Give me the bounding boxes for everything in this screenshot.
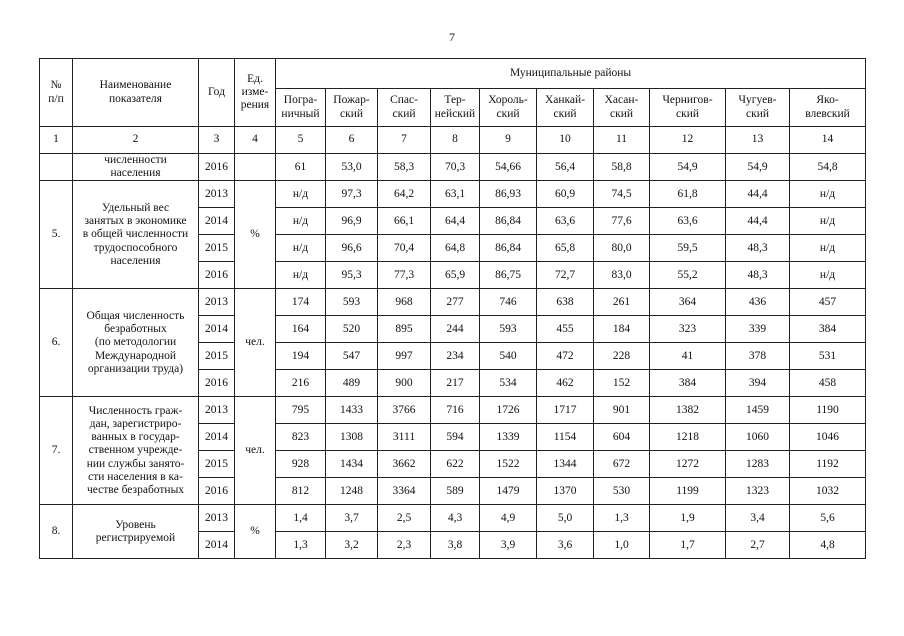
unit-cell: чел. (235, 289, 276, 397)
header-indicator-name: Наименование показателя (73, 59, 199, 127)
value-cell: 83,0 (594, 262, 650, 289)
value-cell: н/д (276, 235, 326, 262)
value-cell: 1382 (650, 397, 726, 424)
header-municipal-districts: Муниципальные районы (276, 59, 866, 89)
indicator-name: Удельный вес занятых в экономике в общей численности трудоспособного населения (73, 181, 199, 289)
value-cell: 59,5 (650, 235, 726, 262)
value-cell: 86,75 (480, 262, 537, 289)
value-cell: 1459 (726, 397, 790, 424)
header-unit: Ед. изме- рения (235, 59, 276, 127)
value-cell: 4,9 (480, 505, 537, 532)
indicator-name: Уровень регистрируемой (73, 505, 199, 559)
value-cell: 2,5 (378, 505, 431, 532)
value-cell: 44,4 (726, 181, 790, 208)
value-cell: 622 (431, 451, 480, 478)
value-cell: 164 (276, 316, 326, 343)
value-cell: 530 (594, 478, 650, 505)
value-cell: 77,6 (594, 208, 650, 235)
value-cell: 1046 (790, 424, 866, 451)
value-cell: 3,8 (431, 532, 480, 559)
value-cell: 3,7 (326, 505, 378, 532)
unit-cell: чел. (235, 397, 276, 505)
value-cell: 53,0 (326, 154, 378, 181)
value-cell: 1370 (537, 478, 594, 505)
value-cell: 64,4 (431, 208, 480, 235)
column-number: 5 (276, 127, 326, 154)
page-number: 7 (449, 30, 455, 44)
value-cell: 70,4 (378, 235, 431, 262)
value-cell: 1,3 (594, 505, 650, 532)
value-cell: 54,8 (790, 154, 866, 181)
table-row (40, 505, 866, 532)
value-cell: 74,5 (594, 181, 650, 208)
value-cell: 1344 (537, 451, 594, 478)
district-header: Хасан- ский (594, 89, 650, 127)
value-cell: 66,1 (378, 208, 431, 235)
indicator-number: 7. (40, 397, 73, 505)
value-cell: н/д (790, 181, 866, 208)
value-cell: 58,3 (378, 154, 431, 181)
value-cell: 323 (650, 316, 726, 343)
column-number: 12 (650, 127, 726, 154)
value-cell: 277 (431, 289, 480, 316)
year-cell: 2013 (199, 397, 235, 424)
year-cell: 2014 (199, 208, 235, 235)
value-cell: 534 (480, 370, 537, 397)
year-cell: 2013 (199, 289, 235, 316)
year-cell: 2014 (199, 424, 235, 451)
value-cell: 1283 (726, 451, 790, 478)
unit-cell (235, 154, 276, 181)
value-cell: 217 (431, 370, 480, 397)
value-cell: 1,0 (594, 532, 650, 559)
value-cell: 1060 (726, 424, 790, 451)
year-cell: 2016 (199, 262, 235, 289)
value-cell: 72,7 (537, 262, 594, 289)
value-cell: 394 (726, 370, 790, 397)
value-cell: 228 (594, 343, 650, 370)
year-cell: 2016 (199, 370, 235, 397)
value-cell: 455 (537, 316, 594, 343)
value-cell: 55,2 (650, 262, 726, 289)
column-number: 7 (378, 127, 431, 154)
value-cell: 2,3 (378, 532, 431, 559)
column-number: 6 (326, 127, 378, 154)
value-cell: 48,3 (726, 235, 790, 262)
value-cell: 5,0 (537, 505, 594, 532)
table-row (40, 181, 866, 208)
value-cell: 3662 (378, 451, 431, 478)
value-cell: 746 (480, 289, 537, 316)
value-cell: 96,9 (326, 208, 378, 235)
value-cell: 56,4 (537, 154, 594, 181)
value-cell: 672 (594, 451, 650, 478)
district-header: Спас- ский (378, 89, 431, 127)
value-cell: 589 (431, 478, 480, 505)
table-header (40, 59, 866, 154)
year-cell: 2014 (199, 532, 235, 559)
value-cell: 1308 (326, 424, 378, 451)
value-cell: 1192 (790, 451, 866, 478)
table-row (40, 397, 866, 424)
value-cell: 1522 (480, 451, 537, 478)
value-cell: 593 (326, 289, 378, 316)
value-cell: 54,66 (480, 154, 537, 181)
district-header: Погра- ничный (276, 89, 326, 127)
value-cell: 2,7 (726, 532, 790, 559)
value-cell: 384 (650, 370, 726, 397)
value-cell: 1154 (537, 424, 594, 451)
header-year: Год (199, 59, 235, 127)
table-row (40, 154, 866, 181)
value-cell: 1726 (480, 397, 537, 424)
value-cell: 895 (378, 316, 431, 343)
value-cell: 823 (276, 424, 326, 451)
value-cell: 378 (726, 343, 790, 370)
value-cell: 63,6 (537, 208, 594, 235)
year-cell: 2016 (199, 478, 235, 505)
value-cell: 928 (276, 451, 326, 478)
value-cell: н/д (276, 262, 326, 289)
value-cell: 152 (594, 370, 650, 397)
value-cell: 540 (480, 343, 537, 370)
table-body (40, 154, 866, 559)
value-cell: 795 (276, 397, 326, 424)
value-cell: 86,84 (480, 235, 537, 262)
district-header: Чернигов- ский (650, 89, 726, 127)
value-cell: 54,9 (650, 154, 726, 181)
column-number: 3 (199, 127, 235, 154)
value-cell: 3,9 (480, 532, 537, 559)
value-cell: 216 (276, 370, 326, 397)
value-cell: 70,3 (431, 154, 480, 181)
column-number: 4 (235, 127, 276, 154)
column-number: 9 (480, 127, 537, 154)
value-cell: 63,1 (431, 181, 480, 208)
value-cell: 3111 (378, 424, 431, 451)
value-cell: н/д (790, 208, 866, 235)
value-cell: 594 (431, 424, 480, 451)
unit-cell: % (235, 181, 276, 289)
value-cell: 63,6 (650, 208, 726, 235)
indicator-name: Численность граж- дан, зарегистриро- ванных в государ- ственном учрежде- нии службы занято- сти населения в ка- честве безработных (73, 397, 199, 505)
value-cell: 997 (378, 343, 431, 370)
value-cell: 5,6 (790, 505, 866, 532)
unit-cell: % (235, 505, 276, 559)
value-cell: 716 (431, 397, 480, 424)
value-cell: 1032 (790, 478, 866, 505)
value-cell: 593 (480, 316, 537, 343)
value-cell: 1,4 (276, 505, 326, 532)
value-cell: 86,93 (480, 181, 537, 208)
value-cell: 64,2 (378, 181, 431, 208)
value-cell: н/д (790, 262, 866, 289)
value-cell: 547 (326, 343, 378, 370)
value-cell: 3,2 (326, 532, 378, 559)
value-cell: 457 (790, 289, 866, 316)
value-cell: 901 (594, 397, 650, 424)
indicator-name: Общая численность безработных (по методологии Международной организации труда) (73, 289, 199, 397)
value-cell: 3,4 (726, 505, 790, 532)
value-cell: 1339 (480, 424, 537, 451)
value-cell: 458 (790, 370, 866, 397)
value-cell: 1717 (537, 397, 594, 424)
value-cell: 472 (537, 343, 594, 370)
year-cell: 2013 (199, 181, 235, 208)
value-cell: 1248 (326, 478, 378, 505)
value-cell: 1433 (326, 397, 378, 424)
value-cell: 96,6 (326, 235, 378, 262)
value-cell: 65,9 (431, 262, 480, 289)
year-cell: 2015 (199, 343, 235, 370)
value-cell: 489 (326, 370, 378, 397)
value-cell: 604 (594, 424, 650, 451)
district-header: Хороль- ский (480, 89, 537, 127)
value-cell: 3766 (378, 397, 431, 424)
district-header: Тер- нейский (431, 89, 480, 127)
district-header: Чугуев- ский (726, 89, 790, 127)
value-cell: 194 (276, 343, 326, 370)
value-cell: 364 (650, 289, 726, 316)
year-cell: 2015 (199, 235, 235, 262)
value-cell: 48,3 (726, 262, 790, 289)
table-row (40, 289, 866, 316)
value-cell: 3,6 (537, 532, 594, 559)
column-number: 13 (726, 127, 790, 154)
column-number: 11 (594, 127, 650, 154)
value-cell: 86,84 (480, 208, 537, 235)
value-cell: 4,8 (790, 532, 866, 559)
value-cell: 462 (537, 370, 594, 397)
indicator-name: численности населения (73, 154, 199, 181)
value-cell: 1323 (726, 478, 790, 505)
value-cell: н/д (790, 235, 866, 262)
value-cell: 1434 (326, 451, 378, 478)
value-cell: 812 (276, 478, 326, 505)
value-cell: 65,8 (537, 235, 594, 262)
header-number: № п/п (40, 59, 73, 127)
column-number: 2 (73, 127, 199, 154)
value-cell: 54,9 (726, 154, 790, 181)
value-cell: 61,8 (650, 181, 726, 208)
indicator-number: 5. (40, 181, 73, 289)
value-cell: н/д (276, 181, 326, 208)
district-header: Пожар- ский (326, 89, 378, 127)
year-cell: 2016 (199, 154, 235, 181)
district-header: Ханкай- ский (537, 89, 594, 127)
year-cell: 2014 (199, 316, 235, 343)
value-cell: 1,7 (650, 532, 726, 559)
value-cell: 436 (726, 289, 790, 316)
value-cell: 1199 (650, 478, 726, 505)
value-cell: 339 (726, 316, 790, 343)
value-cell: 61 (276, 154, 326, 181)
value-cell: 41 (650, 343, 726, 370)
column-number: 10 (537, 127, 594, 154)
value-cell: 44,4 (726, 208, 790, 235)
indicator-number (40, 154, 73, 181)
value-cell: 261 (594, 289, 650, 316)
year-cell: 2013 (199, 505, 235, 532)
district-header: Яко- влевский (790, 89, 866, 127)
column-number: 14 (790, 127, 866, 154)
value-cell: 900 (378, 370, 431, 397)
value-cell: 80,0 (594, 235, 650, 262)
value-cell: 3364 (378, 478, 431, 505)
value-cell: 1479 (480, 478, 537, 505)
value-cell: 968 (378, 289, 431, 316)
value-cell: 58,8 (594, 154, 650, 181)
value-cell: 531 (790, 343, 866, 370)
value-cell: 1272 (650, 451, 726, 478)
column-number: 1 (40, 127, 73, 154)
value-cell: 97,3 (326, 181, 378, 208)
value-cell: 234 (431, 343, 480, 370)
column-number: 8 (431, 127, 480, 154)
value-cell: 1,9 (650, 505, 726, 532)
year-cell: 2015 (199, 451, 235, 478)
value-cell: н/д (276, 208, 326, 235)
statistics-table (39, 58, 866, 559)
indicator-number: 6. (40, 289, 73, 397)
indicator-number: 8. (40, 505, 73, 559)
value-cell: 184 (594, 316, 650, 343)
value-cell: 77,3 (378, 262, 431, 289)
value-cell: 520 (326, 316, 378, 343)
value-cell: 64,8 (431, 235, 480, 262)
value-cell: 95,3 (326, 262, 378, 289)
value-cell: 1190 (790, 397, 866, 424)
value-cell: 384 (790, 316, 866, 343)
value-cell: 244 (431, 316, 480, 343)
value-cell: 4,3 (431, 505, 480, 532)
column-numbers-row (40, 127, 866, 154)
value-cell: 1,3 (276, 532, 326, 559)
value-cell: 60,9 (537, 181, 594, 208)
value-cell: 638 (537, 289, 594, 316)
value-cell: 1218 (650, 424, 726, 451)
value-cell: 174 (276, 289, 326, 316)
